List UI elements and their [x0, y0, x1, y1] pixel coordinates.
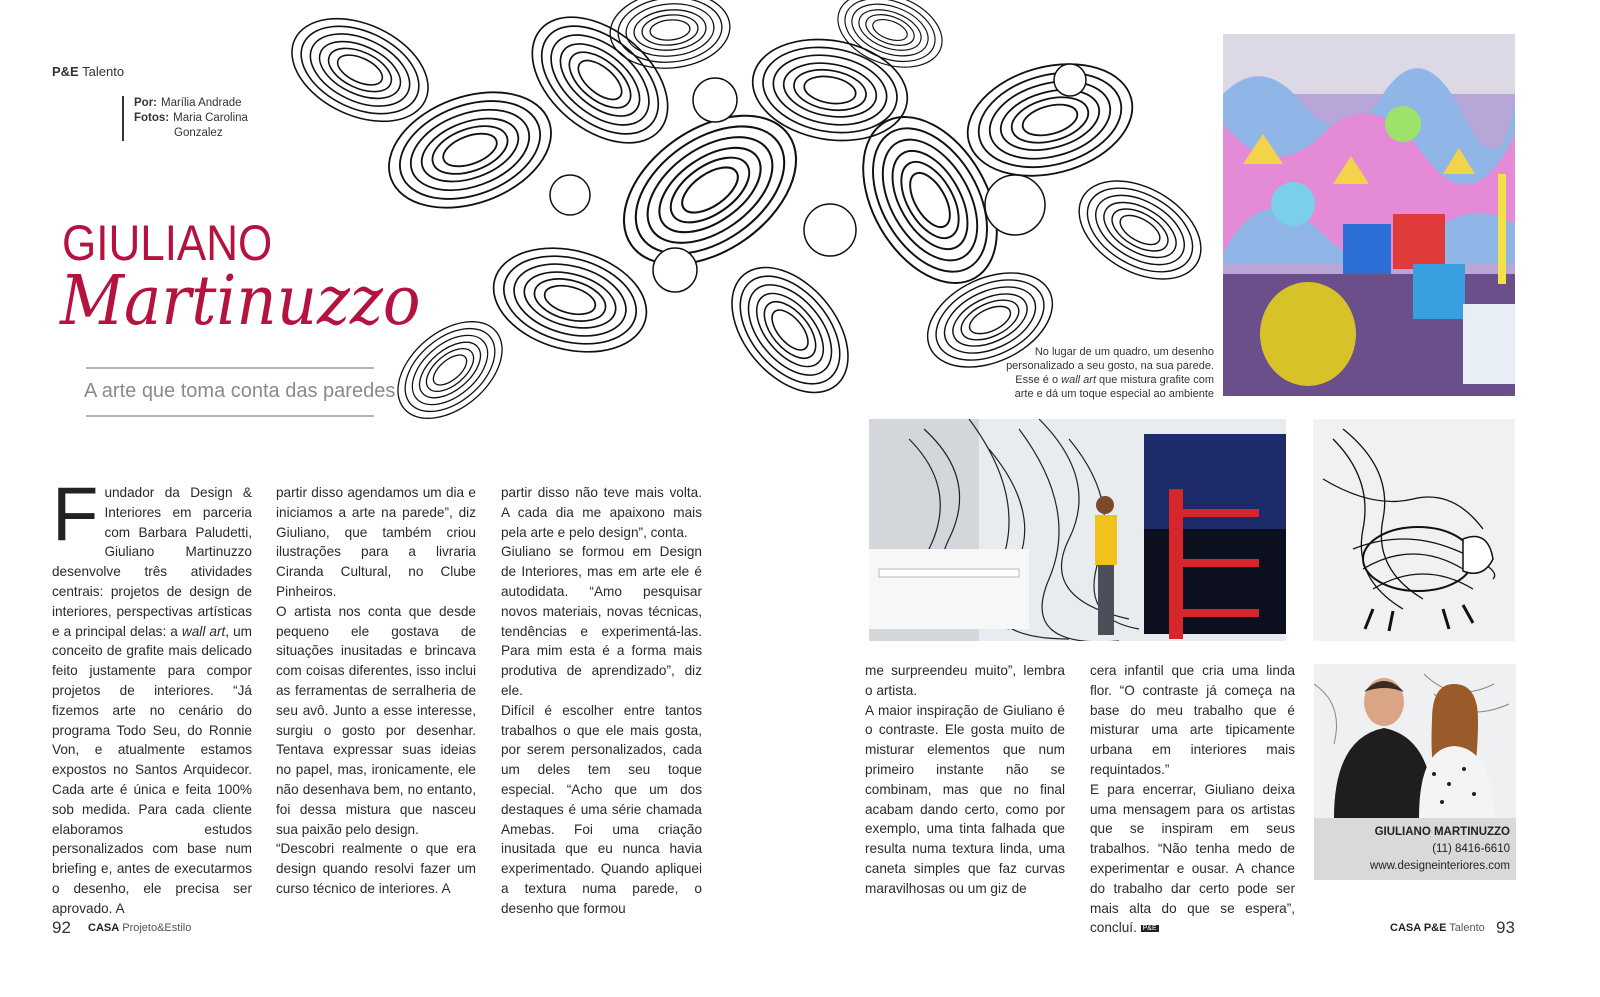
section-tag-rest: Talento — [82, 64, 125, 79]
publication-right — [1390, 922, 1485, 934]
publication-right-rest: Talento — [1449, 922, 1485, 934]
photo-portrait — [1314, 664, 1516, 818]
col1-text-b: , um conceito de grafite mais delicado feito justamente para compor projetos de interiores. “Já fizemos arte no cenário do programa Todo Seu, do Ronnie Von, e atualmente estamos expostos no Santos Arquidecor. Cada arte é única e feita 100% sob medida. Para cada cliente elaboramos estudos personalizados com base num briefing e, antes de executarmos o desenho, ele precisa ser aprovado. A — [52, 623, 253, 916]
end-mark-icon: P&E — [1142, 924, 1157, 932]
article-column-4 — [865, 661, 1065, 899]
page-number-right: 93 — [1496, 918, 1515, 937]
title-last-name: Martinuzzo — [60, 262, 421, 341]
caption-line3 — [990, 373, 1214, 387]
dropcap: F — [52, 472, 99, 557]
article-column-5 — [1090, 661, 1295, 939]
photographer-line1: Maria Carolina — [173, 112, 248, 124]
caption-line4: arte e dá um toque especial ao ambiente — [1014, 388, 1214, 400]
section-tag — [52, 64, 124, 79]
contact-phone: (11) 8416-6610 — [1432, 843, 1510, 855]
publication-right-bold: CASA P&E — [1390, 922, 1447, 934]
publication-left-rest: Projeto&Estilo — [122, 922, 192, 934]
col4-paragraph-1: me surpreendeu muito”, lembra o artista. — [865, 663, 1065, 698]
photo-kids-room — [1223, 34, 1515, 396]
subtitle-rule-top — [86, 367, 374, 369]
subtitle-rule-bottom — [86, 415, 374, 417]
caption-line3-post: que mistura grafite com — [1096, 374, 1214, 386]
contact-card — [1314, 818, 1516, 880]
col3-paragraph-2: Giuliano se formou em Design de Interiores, mas em arte ele é autodidata. “Amo pesquisar novos materiais, novas técnicas, tendências e experimentá-las. Para mim esta é a forma mais produtiva de aprendizado”, diz ele. — [501, 544, 702, 698]
publication-left — [88, 922, 191, 934]
photos-label: Fotos: — [134, 112, 170, 124]
col3-paragraph-1: partir disso não teve mais volta. A cada dia me apaixono mais pela arte e pelo design”, conta. — [501, 485, 702, 540]
article-column-2 — [276, 483, 476, 899]
photographer-line2: Gonzalez — [174, 127, 223, 139]
credits — [122, 96, 248, 141]
col2-paragraph-2: O artista nos conta que desde pequeno ele gostava de situações inusitadas e brincava com coisas diferentes, isso inclui as ferramentas de serralheria de seu avô. Junto a esse interesse, surgiu o gosto por desenhar. Tentava expressar suas ideias no papel, mas, ironicamente, ele não desenhava bem, no entanto, foi dessa mistura que nasceu sua paixão pelo design. — [276, 603, 476, 837]
publication-left-bold: CASA — [88, 922, 120, 934]
col5-paragraph-2 — [1090, 780, 1295, 939]
author-name: Marília Andrade — [161, 97, 242, 109]
col2-paragraph-1: partir disso agendamos um dia e iniciamos a arte na parede”, diz Giuliano, que também criou ilustrações para a livraria Ciranda Cultural, no Clube Pinheiros. — [276, 485, 476, 599]
col3-paragraph-3: Difícil é escolher entre tantos trabalhos o que ele mais gosta, por serem personalizados, cada um deles tem seu toque especial. “Acho que um dos destaques é uma série chamada Amebas. Foi uma criação inusitada que eu nunca havia experimentado. Quando apliquei a textura numa parede, o desenho que formou — [501, 702, 702, 916]
subtitle: A arte que toma conta das paredes — [84, 380, 396, 402]
contact-website[interactable]: www.designeinteriores.com — [1370, 860, 1510, 872]
photo-bull-artwork — [1313, 419, 1515, 641]
author-label: Por: — [134, 97, 157, 109]
section-tag-bold: P&E — [52, 64, 79, 79]
article-column-3 — [501, 483, 702, 919]
title-first-name: GIULIANO — [62, 215, 273, 271]
page-number-left: 92 — [52, 918, 71, 937]
col1-emphasis: wall art — [181, 623, 226, 639]
caption-line3-pre: Esse é o — [1015, 374, 1062, 386]
article-column-1 — [52, 472, 253, 919]
caption-line1: No lugar de um quadro, um desenho — [1034, 346, 1214, 358]
caption-line3-em: wall art — [1061, 374, 1096, 386]
caption-line2: personalizado a seu gosto, na sua parede. — [1006, 360, 1214, 372]
col4-paragraph-2: A maior inspiração de Giuliano é o contraste. Ele gosta muito de misturar elementos que num primeiro instante não se combinam, mas que no final acabam dando certo, como por exemplo, uma tinta falhada que resulta numa textura linda, uma caneta simples que faz curvas maravilhosas ou um giz de — [865, 702, 1065, 896]
col2-paragraph-3: “Descobri realmente o que era design quando resolvi fazer um curso técnico de interiores. A — [276, 841, 476, 896]
photo-caption — [990, 345, 1214, 401]
contact-name: GIULIANO MARTINUZZO — [1374, 826, 1510, 838]
col1-text-a: undador da Design & Interiores em parceria com Barbara Paludetti, Giuliano Martinuzzo desenvolve três atividades centrais: projetos de design de interiores, perspectivas artísticas e a principal delas: a — [52, 485, 252, 639]
col5-paragraph-2-text: E para encerrar, Giuliano deixa uma mensagem para os artistas que se inspiram em seus trabalhos. “Não tenha medo de experimentar e ousar. A chance do trabalho dar certo pode ser mais alta do que se espera”, concluí. — [1090, 781, 1295, 936]
col5-paragraph-1: cera infantil que cria uma linda flor. “O contraste já começa na base do meu trabalho que é misturar uma arte tipicamente urbana em interiores mais requintados.” — [1090, 663, 1295, 777]
photo-artist-painting — [869, 419, 1286, 641]
